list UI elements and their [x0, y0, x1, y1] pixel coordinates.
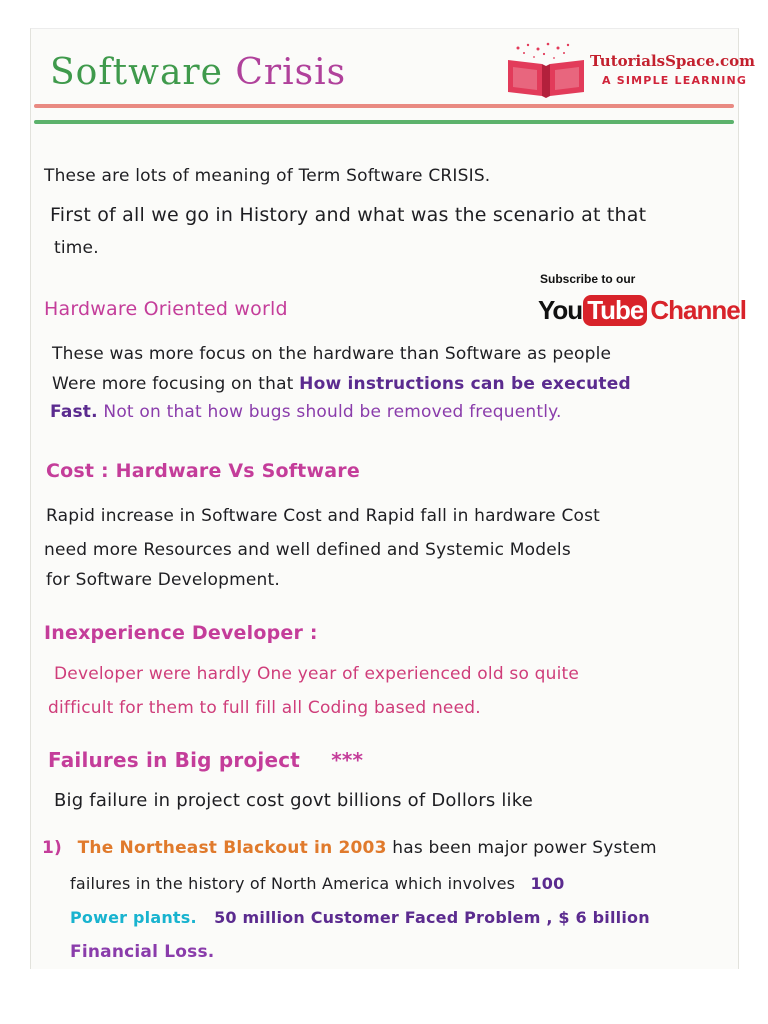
hardware-world-line-2-a: Were more focusing on that	[52, 374, 294, 394]
power-plants-label: Power plants.	[70, 908, 197, 927]
youtube-tube: Tube	[583, 295, 647, 326]
failures-heading	[48, 748, 363, 772]
power-plants-count: 100	[530, 874, 565, 893]
title-word-software: Software	[50, 52, 223, 93]
hardware-world-line-2-b: How instructions can be executed	[299, 374, 631, 394]
financial-loss: Financial Loss.	[70, 942, 215, 962]
hardware-world-line-3	[50, 402, 562, 422]
page-title	[50, 52, 346, 93]
youtube-subscribe-badge[interactable]	[538, 272, 746, 336]
failures-line-3-text: failures in the history of North America which involves	[70, 874, 516, 893]
youtube-channel-logo	[538, 292, 746, 328]
failures-item-1-rest: has been major power System	[392, 838, 657, 858]
youtube-you: You	[538, 294, 583, 325]
inexperience-line-1: Developer were hardly One year of experienced old so quite	[54, 664, 580, 684]
logo-tagline: A SIMPLE LEARNING	[602, 74, 748, 87]
inexperience-heading: Inexperience Developer :	[44, 622, 318, 644]
cost-line-1: Rapid increase in Software Cost and Rapid fall in hardware Cost	[46, 506, 601, 526]
hardware-world-line-2	[52, 374, 631, 394]
intro-line-1: These are lots of meaning of Term Software CRISIS.	[44, 166, 491, 186]
failures-line-4	[70, 908, 650, 927]
intro-line-2: First of all we go in History and what was the scenario at that	[50, 204, 647, 226]
logo-name: TutorialsSpace.com	[590, 52, 756, 70]
open-book-icon	[504, 42, 588, 98]
failures-line-1: Big failure in project cost govt billions of Dollors like	[54, 790, 534, 811]
northeast-blackout-event: The Northeast Blackout in 2003	[77, 838, 387, 858]
failures-line-3	[70, 874, 564, 893]
inexperience-line-2: difficult for them to full fill all Coding based need.	[48, 698, 481, 718]
cost-line-3: for Software Development.	[46, 570, 280, 590]
tutorialsspace-logo[interactable]	[504, 34, 756, 104]
hardware-world-line-3-a: Fast.	[50, 402, 98, 422]
hardware-world-line-1: These was more focus on the hardware than Software as people	[52, 344, 612, 364]
intro-line-3: time.	[54, 238, 99, 258]
hardware-world-line-3-b: Not on that how bugs should be removed frequently.	[103, 402, 562, 422]
failures-stars: ***	[331, 748, 364, 772]
failures-heading-text: Failures in Big project	[48, 748, 301, 772]
title-word-crisis: Crisis	[235, 52, 347, 93]
customers-affected: 50 million Customer Faced Problem , $ 6 billion	[214, 908, 650, 927]
header-divider-green	[34, 120, 734, 124]
cost-heading: Cost : Hardware Vs Software	[46, 460, 360, 482]
cost-line-2: need more Resources and well defined and Systemic Models	[44, 540, 571, 560]
youtube-channel: Channel	[650, 294, 746, 325]
list-number-1: 1)	[42, 838, 62, 858]
header-divider-red	[34, 104, 734, 108]
failures-item-1	[42, 838, 657, 858]
hardware-world-heading: Hardware Oriented world	[44, 298, 288, 320]
subscribe-text: Subscribe to our	[540, 272, 636, 286]
